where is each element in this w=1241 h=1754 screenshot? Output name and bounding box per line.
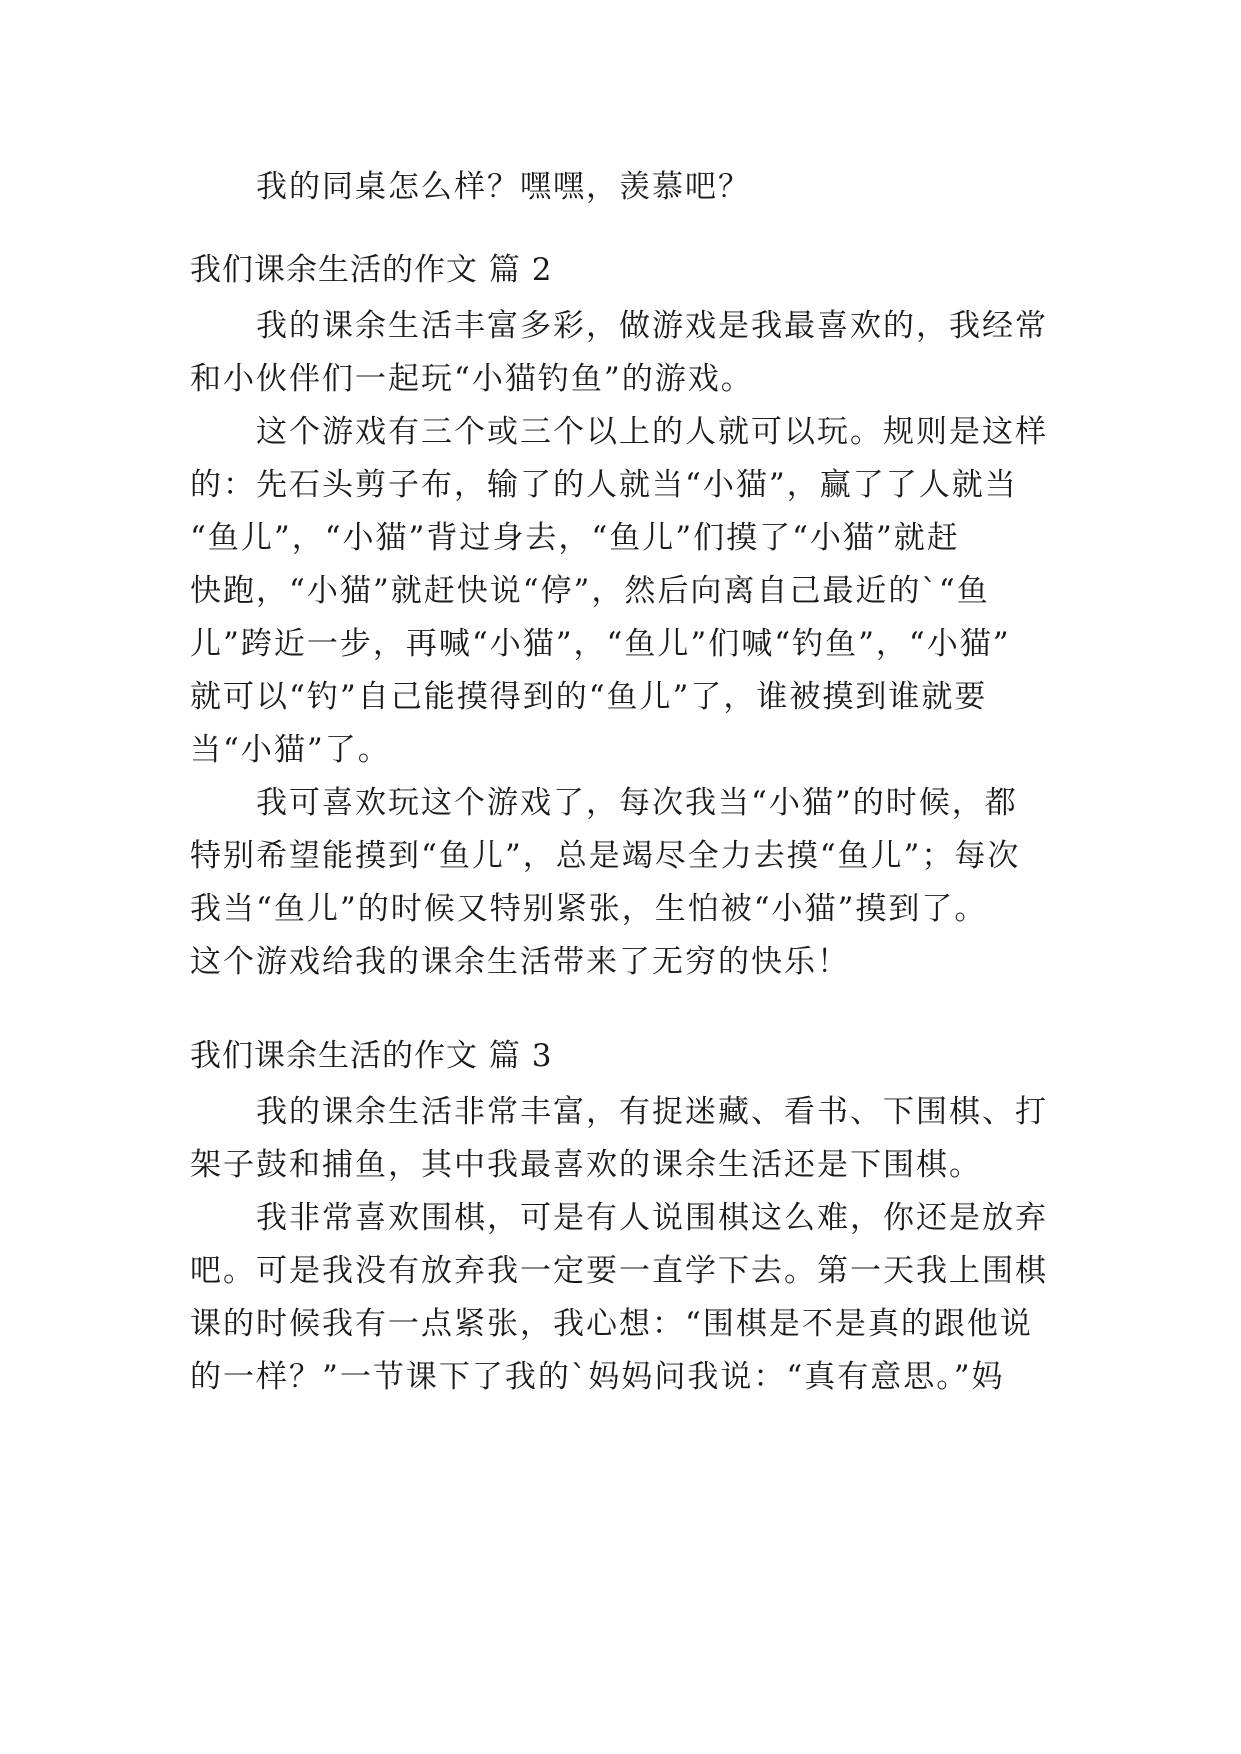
paragraph-line: 吧。可是我没有放弃我一定要一直学下去。第一天我上围棋 — [190, 1253, 1048, 1289]
paragraph-line: 特别希望能摸到“鱼儿”，总是竭尽全力去摸“鱼儿”；每次 — [190, 838, 1021, 874]
paragraph-line: 我可喜欢玩这个游戏了，每次我当“小猫”的时候，都 — [256, 785, 1018, 821]
paragraph-line: “鱼儿”，“小猫”背过身去，“鱼儿”们摸了“小猫”就赶 — [190, 520, 960, 556]
paragraph-line: 就可以“钓”自己能摸得到的“鱼儿”了，谁被摸到谁就要 — [190, 679, 988, 715]
paragraph-line: 架子鼓和捕鱼，其中我最喜欢的课余生活还是下围棋。 — [190, 1147, 982, 1183]
paragraph-line: 我的课余生活丰富多彩，做游戏是我最喜欢的，我经常 — [256, 308, 1048, 344]
paragraph-line: 课的时候我有一点紧张，我心想：“围棋是不是真的跟他说 — [190, 1306, 1033, 1342]
paragraph-line: 我当“鱼儿”的时候又特别紧张，生怕被“小猫”摸到了。 — [190, 891, 988, 927]
paragraph-line: 的：先石头剪子布，输了的人就当“小猫”，赢了了人就当 — [190, 467, 1018, 503]
paragraph-line: 这个游戏给我的课余生活带来了无穷的快乐！ — [190, 944, 850, 980]
paragraph-line: 我非常喜欢围棋，可是有人说围棋这么难，你还是放弃 — [256, 1200, 1048, 1236]
paragraph-line: 快跑，“小猫”就赶快说“停”，然后向离自己最近的`“鱼 — [190, 573, 990, 609]
paragraph-line: 儿”跨近一步，再喊“小猫”，“鱼儿”们喊“钓鱼”，“小猫” — [190, 626, 1011, 662]
intro-paragraph-line: 我的同桌怎么样？嘿嘿，羡慕吧？ — [256, 169, 751, 205]
section-3-heading: 我们课余生活的作文 篇 3 — [190, 1038, 553, 1074]
paragraph-line: 当“小猫”了。 — [190, 732, 391, 768]
paragraph-line: 我的课余生活非常丰富，有捉迷藏、看书、下围棋、打 — [256, 1094, 1048, 1130]
paragraph-line: 的一样？”一节课下了我的`妈妈问我说：“真有意思。”妈 — [190, 1359, 1005, 1395]
section-2-heading: 我们课余生活的作文 篇 2 — [190, 252, 553, 288]
paragraph-line: 和小伙伴们一起玩“小猫钓鱼”的游戏。 — [190, 361, 754, 397]
paragraph-line: 这个游戏有三个或三个以上的人就可以玩。规则是这样 — [256, 414, 1048, 450]
